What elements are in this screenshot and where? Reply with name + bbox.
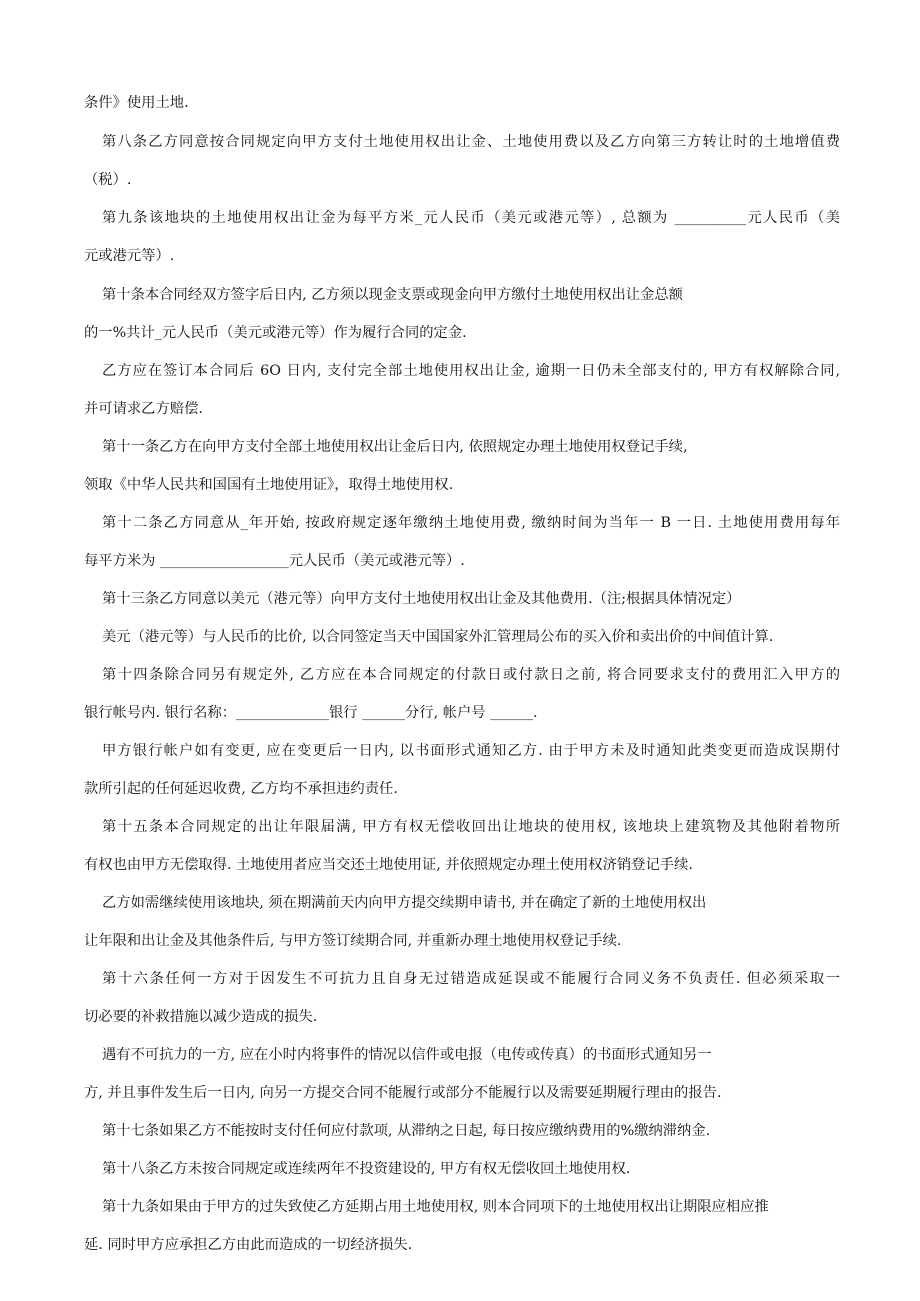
text-line: 方, 并且事件发生后一日内, 向另一方提交合同不能履行或部分不能履行以及需要延期履行理由的报告. (84, 1085, 722, 1101)
text-line: 第八条乙方同意按合同规定向甲方支付土地使用权出让金、土地使用费以及乙方向第三方转让时的土地增值费 (102, 134, 840, 150)
text-line: 第十三条乙方同意以美元（港元等）向甲方支付土地使用权出让金及其他费用.（注;根据具体情况定） (102, 591, 741, 607)
text-line: 第十九条如果由于甲方的过失致使乙方延期占用土地使用权, 则本合同项下的土地使用权出让期限应相应推 (102, 1199, 769, 1215)
text-line: 第十五条本合同规定的出让年限届满, 甲方有权无偿收回出让地块的使用权, 该地块上建筑物及其他附着物所 (102, 819, 840, 835)
text-line: 甲方银行帐户如有变更, 应在变更后一日内, 以书面形式通知乙方. 由于甲方未及时通知此类变更而造成误期付 (102, 743, 840, 759)
text-line: 的一%共计_元人民币（美元或港元等）作为履行合同的定金. (84, 325, 467, 341)
text-line: 银行帐号内. 银行名称：_____________银行 ______分行, 帐户号 ______. (84, 705, 538, 721)
text-line: 遇有不可抗力的一方, 应在小时内将事件的情况以信件或电报（电传或传真）的书面形式通知另一 (102, 1047, 712, 1063)
text-line: 第十七条如果乙方不能按时支付任何应付款项, 从滞纳之日起, 每日按应缴纳费用的%缴纳滞纳金. (102, 1123, 711, 1139)
text-line: 让年限和出让金及其他条件后, 与甲方签订续期合同, 并重新办理土地使用权登记手续. (84, 933, 622, 949)
text-line: 领取《中华人民共和国国有土地使用证》，取得土地使用权. (84, 477, 454, 493)
text-line: 每平方米为 __________________元人民币（美元或港元等）. (84, 553, 465, 569)
text-line: 第十二条乙方同意从_年开始, 按政府规定逐年缴纳土地使用费, 缴纳时间为当年一 B 一日. 土地使用费用每年 (102, 515, 840, 531)
text-line: 第十一条乙方在向甲方支付全部土地使用权出让金后日内, 依照规定办理土地使用权登记手续, (102, 439, 688, 455)
text-line: 第十六条任何一方对于因发生不可抗力且自身无过错造成延误或不能履行合同义务不负责任. 但必须采取一 (102, 971, 840, 987)
text-line: 并可请求乙方赔偿. (84, 401, 203, 417)
text-line: 第九条该地块的土地使用权出让金为每平方米_元人民币（美元或港元等）, 总额为 __________元人民币（美 (102, 210, 840, 226)
text-line: 乙方如需继续使用该地块, 须在期满前天内向甲方提交续期申请书, 并在确定了新的土地使用权出 (102, 895, 707, 911)
text-line: 条件》使用土地. (84, 95, 189, 111)
text-line: 元或港元等）. (84, 248, 175, 264)
text-line: 切必要的补救措施以减少造成的损失. (84, 1009, 318, 1025)
text-line: 第十四条除合同另有规定外, 乙方应在本合同规定的付款日或付款日之前, 将合同要求支付的费用汇入甲方的 (102, 667, 840, 683)
text-line: 美元（港元等）与人民币的比价, 以合同签定当天中国国家外汇管理局公布的买入价和卖出价的中间值计算. (102, 629, 774, 645)
text-line: 款所引起的任何延迟收费, 乙方均不承担违约责任. (84, 781, 398, 797)
text-line: （税）. (84, 172, 132, 188)
text-line: 延. 同时甲方应承担乙方由此而造成的一切经济损失. (84, 1237, 413, 1253)
text-line: 第十八条乙方未按合同规定或连续两年不投资建设的, 甲方有权无偿收回土地使用权. (102, 1161, 631, 1177)
text-line: 有权也由甲方无偿取得. 土地使用者应当交还土地使用证, 并依照规定办理土使用权济销登记手续. (84, 857, 693, 873)
text-line: 乙方应在签订本合同后 6O 日内, 支付完全部土地使用权出让金, 逾期一日仍未全部支付的, 甲方有权解除合同, (102, 363, 840, 379)
text-line: 第十条本合同经双方签字后日内, 乙方须以现金支票或现金向甲方缴付土地使用权出让金总额 (102, 287, 683, 303)
